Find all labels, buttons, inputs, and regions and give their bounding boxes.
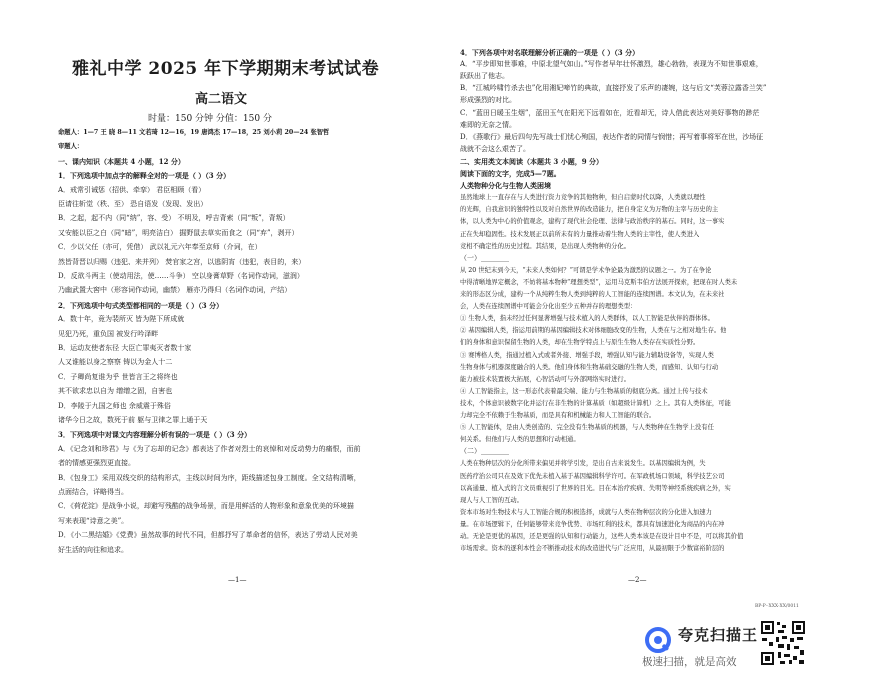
text-line: 人类物种分化与生物人类困境 xyxy=(460,181,551,191)
text-line: A．“平步即知世事难，中原北望气如山。”写作者早年壮怀激烈，雄心勃勃，表现为不知世事艰难， xyxy=(460,60,763,69)
text-line: 点面结合，详略得当。 xyxy=(58,488,128,496)
text-line: B．“江城吟啸竹杀去也”化用湘妃啼竹的典故，直接抒发了乐声的凄婉，这与后文“芙蓉泣露香兰笑” xyxy=(460,84,767,93)
text-line: 乃幽武置大窖中（形容词作动词，幽禁） 雁亦乃得归（名词作动词，产结） xyxy=(58,286,292,295)
scanner-brand: 夸克扫描王 xyxy=(678,626,759,644)
text-line: ① 生物人类，指未经过任何显著增强与技术植入的人类群体，以人工智能是伙伴的群体体。 xyxy=(460,315,714,323)
text-line: 又安能以臣之白（同“暗”，明亮洁白） 掘野鼠去草实而食之（同“弃”，剥开） xyxy=(58,228,299,237)
text-line: A．《记念刘和珍君》与《为了忘却的记念》都表达了作者对烈士的哀悼和对反动势力的痛恨，而前 xyxy=(58,444,361,453)
scanner-watermark xyxy=(638,616,758,672)
text-line: ③ 赛博格人类，指通过植入式或者外接、增强手段，增强认知与能力辅助设备等，实现人类 xyxy=(460,351,714,359)
text-line: 者的情感更强烈更直接。 xyxy=(58,459,135,468)
text-line: 3．下列选项中对课文内容理解分析有误的一项是（ ）（3 分） xyxy=(58,430,252,440)
text-line: 力却完全不依赖于生物基质，而是具有和机械能力和人工智能的联合。 xyxy=(460,412,656,419)
text-line: 难即的无奈之情。 xyxy=(460,120,516,129)
text-line: A．数十年，竟为裴所灭 皆为陛下所成就 xyxy=(58,315,185,324)
text-line: 竞相不确定性的历史过程。其结果，是出现人类物种的分化。 xyxy=(460,242,631,250)
text-line: 生物身体与机器深度融合的人类。他们身体和生物基础交融的生物人类，而感知、认知与行动 xyxy=(460,363,719,371)
text-line: 从 20 世纪末到今天，“未来人类如何？”可谓是学术争论最为激烈的议题之一。为了在争论 xyxy=(460,266,712,274)
text-line: （二）________ xyxy=(460,447,509,456)
scanner-tagline: 极速扫描，就是高效 xyxy=(642,656,737,668)
text-line: 医药疗治公司只在及效下优先未植入基于基因编辑科学许可。在军政机场口领域，科学技艺公司 xyxy=(460,472,725,480)
text-line: 战就不会这么艰苦了。 xyxy=(460,144,530,153)
quark-logo-icon xyxy=(644,626,672,654)
text-line: C．少以父任（亦可，凭借） 武以礼元六年奉至京师（介词，在） xyxy=(58,243,262,252)
text-line: 1．下列选项中加点字的解释全对的一项是（ ）（3 分） xyxy=(58,171,231,181)
qr-code-icon xyxy=(760,620,806,666)
text-line: D．李陵于九国之师也 余威震于殊俗 xyxy=(58,401,171,410)
text-line: 以高通量、植入式的言文员重视引了世界的目光。目在本治疗疾病、失明等神经系统疾病之外，实 xyxy=(460,484,731,492)
print-code: BP-P··XXX·XX/0011 xyxy=(755,604,799,609)
text-line: 二、实用类文本阅读（本题共 3 小题，9 分） xyxy=(460,156,604,166)
page-number-left: —1— xyxy=(228,576,247,584)
text-line: D．《小二黑结婚》《党费》虽然故事的时代不同，但都抒写了革命者的信怀，表达了劳动人民对美 xyxy=(58,531,358,540)
text-line: 中得清晰地界定概念，不妨将基本物种“理想类型”，运用马克斯韦伯方法展开探索，把现在时人类未 xyxy=(460,278,738,286)
text-line: 审题人： xyxy=(58,143,84,151)
text-line: （一）________ xyxy=(460,253,509,262)
text-line: 动。无论是更优的基因，还是更强的认知和行动能力，这些人类本该是在设计目中不是，可以将其价值 xyxy=(460,533,744,540)
text-line: 虽然地球上一直存在与人类进行资力竞争的其他物种，但自启蒙时代以降，人类就以理性 xyxy=(460,194,706,202)
text-line: 量。在市场逻辑下，任何能够带来竞争优势、市场红利的技术，都具有加速进化为商品的内在冲 xyxy=(460,520,725,528)
text-line: B．运动友使者东径 大臣亡罪夷灭者数十家 xyxy=(58,344,192,352)
text-line: C．“蓝田日暖玉生烟”，蓝田玉气在阳光下远看如在，近看却无，诗人借此表达对美好事物的渺茫 xyxy=(460,108,760,117)
text-line: 来的形态区分成，建构一个从纯粹生物人类到纯粹的人工智能的连续图谱。本文认为，在未来社 xyxy=(460,291,725,298)
text-line: 人类在物种层次的分化所带来偏见并将学引发，是出自古来说发生。以基因编辑为例，失 xyxy=(460,460,706,468)
text-line: 市场需求。资本的逐利本性会不断推动技术的改造进代与广泛应用，从最初限于少数富裕阶层的 xyxy=(460,545,725,553)
text-line: ② 基因编辑人类，指运用前期的基因编辑技术对体细胞改变的生物，人类在与之相对地生存。他 xyxy=(460,327,727,335)
exam-subject: 高二语文 xyxy=(195,92,248,107)
text-line: 会，人类在连续图谱中可能会分化出至少五种并存的理想类型： xyxy=(460,303,637,311)
text-line: 形成强烈的对比。 xyxy=(460,96,516,105)
text-line: 写来表现“诗意之美”。 xyxy=(58,516,129,525)
text-line: 臣请往斩觉（秩、至） 恐自语发（发现、发出） xyxy=(58,200,208,208)
text-line: 何关系。但他们与人类的思想和行动相通。 xyxy=(460,436,580,444)
text-line: C．子卿尚复谁为乎 世皆言王之将终也 xyxy=(58,372,178,381)
text-line: B．之起，起不内（同“纳”，容、受） 不明及，呼吉背索（同“叛”，背叛） xyxy=(58,214,290,223)
text-line: 的光辉，自我意识的独特性以及对自然世界的改造能力，把自身定义为万物的主宰与历史的主 xyxy=(460,206,719,214)
text-line: 然皆背晋以归赐（违犯、来并列） 焚官家之宫，以逃阴宵（违犯，表目的，来） xyxy=(58,257,306,266)
text-line: 4．下列各项中对名联理解分析正确的一项是（ ）（3 分） xyxy=(460,48,640,57)
text-line: 好生活的向往和追求。 xyxy=(58,545,128,554)
page-number-right: —2— xyxy=(628,576,647,584)
text-line: 见犯乃死，重负国 被发行吟泽畔 xyxy=(58,329,159,338)
text-line: A．戒常引诫惩（招供、牵挛） 君臣相顾（看） xyxy=(58,185,206,194)
text-line: 们的身体和意识保留生物的人类，却在生物学特点上与原生生物人类存在实质性分野。 xyxy=(460,339,700,347)
text-line: 资本市场对生物技术与人工智能合规的积极选择，成就与人类在物种层次的分化进入加速力 xyxy=(460,508,712,516)
exam-page-right xyxy=(440,0,870,678)
text-line: 体，以人类为中心的价值观念，建构了现代社会伦理、法律与政治秩序的基石。同时，这一事实 xyxy=(460,218,725,226)
text-line: 技术，个体意识被数字化并运行在非生物的计算基质（如超级计算机）之上。其有人类体征，可能 xyxy=(460,399,731,407)
text-line: 阅读下面的文字，完成5—7题。 xyxy=(460,169,561,178)
text-line: 2．下列选项中句式类型都相同的一项是（ ）（3 分） xyxy=(58,300,224,310)
text-line: 跃跃出了他志。 xyxy=(460,72,509,81)
text-line: 能力被技术装置极大拓展，心智活动可与外部网络实时进行。 xyxy=(460,375,631,383)
text-line: 正在失却稳固性。技术发展正以前所未有的力量推动着生物人类的主宰性，使人类进入 xyxy=(460,230,700,238)
text-line: 其不欲求忠以自为 缯缯之固，自害也 xyxy=(58,387,173,396)
text-line: D．《燕歌行》最后四句先写战士们忧心殉国，表达作者的同情与悯惜；再写着事将军在世，沙场征 xyxy=(460,132,764,141)
exam-title: 雅礼中学 2025 年下学期期末考试试卷 xyxy=(72,59,380,79)
text-line: ⑤ 人工智能体，是由人类创造的、完全没有生物基质的机器，与人类物种在生物学上没有任 xyxy=(460,424,714,432)
text-line: 一、课内知识（本题共 4 小题，12 分） xyxy=(58,156,185,166)
exam-meta: 时量：150 分钟 分值：150 分 xyxy=(148,114,272,124)
text-line: ④ 人工智能指主，这一形态代表着最尖端、能力与生物基质的彻底分离。通过上传与技术 xyxy=(460,387,708,395)
text-line: 现人与人工智的互动。 xyxy=(460,496,523,504)
text-line: B．《包身工》采用双线交织的结构形式，主线以时间为序，距线描述包身工制度。全文结构清晰， xyxy=(58,473,361,482)
text-line: 人又谁能以身之察察 铸以为金人十二 xyxy=(58,358,173,367)
text-line: 诸华今日之故，数死于前 躯与卫律之罪上通于天 xyxy=(58,416,208,424)
text-line: D．反欲斗两主（使动用法，使……斗争） 空以身膏草野（名词作动词，滋润） xyxy=(58,272,304,280)
text-line: 命题人：1—7 王 晓 8—11 文若琦 12—16，19 唐鸿杰 17—18，25 刘小莉 20—24 张智哲 xyxy=(58,129,330,136)
text-line: C．《荷花淀》是战争小说，却避写残酷的战争场景，而是用鲜活的人物形象和意象优美的环境描 xyxy=(58,502,354,511)
